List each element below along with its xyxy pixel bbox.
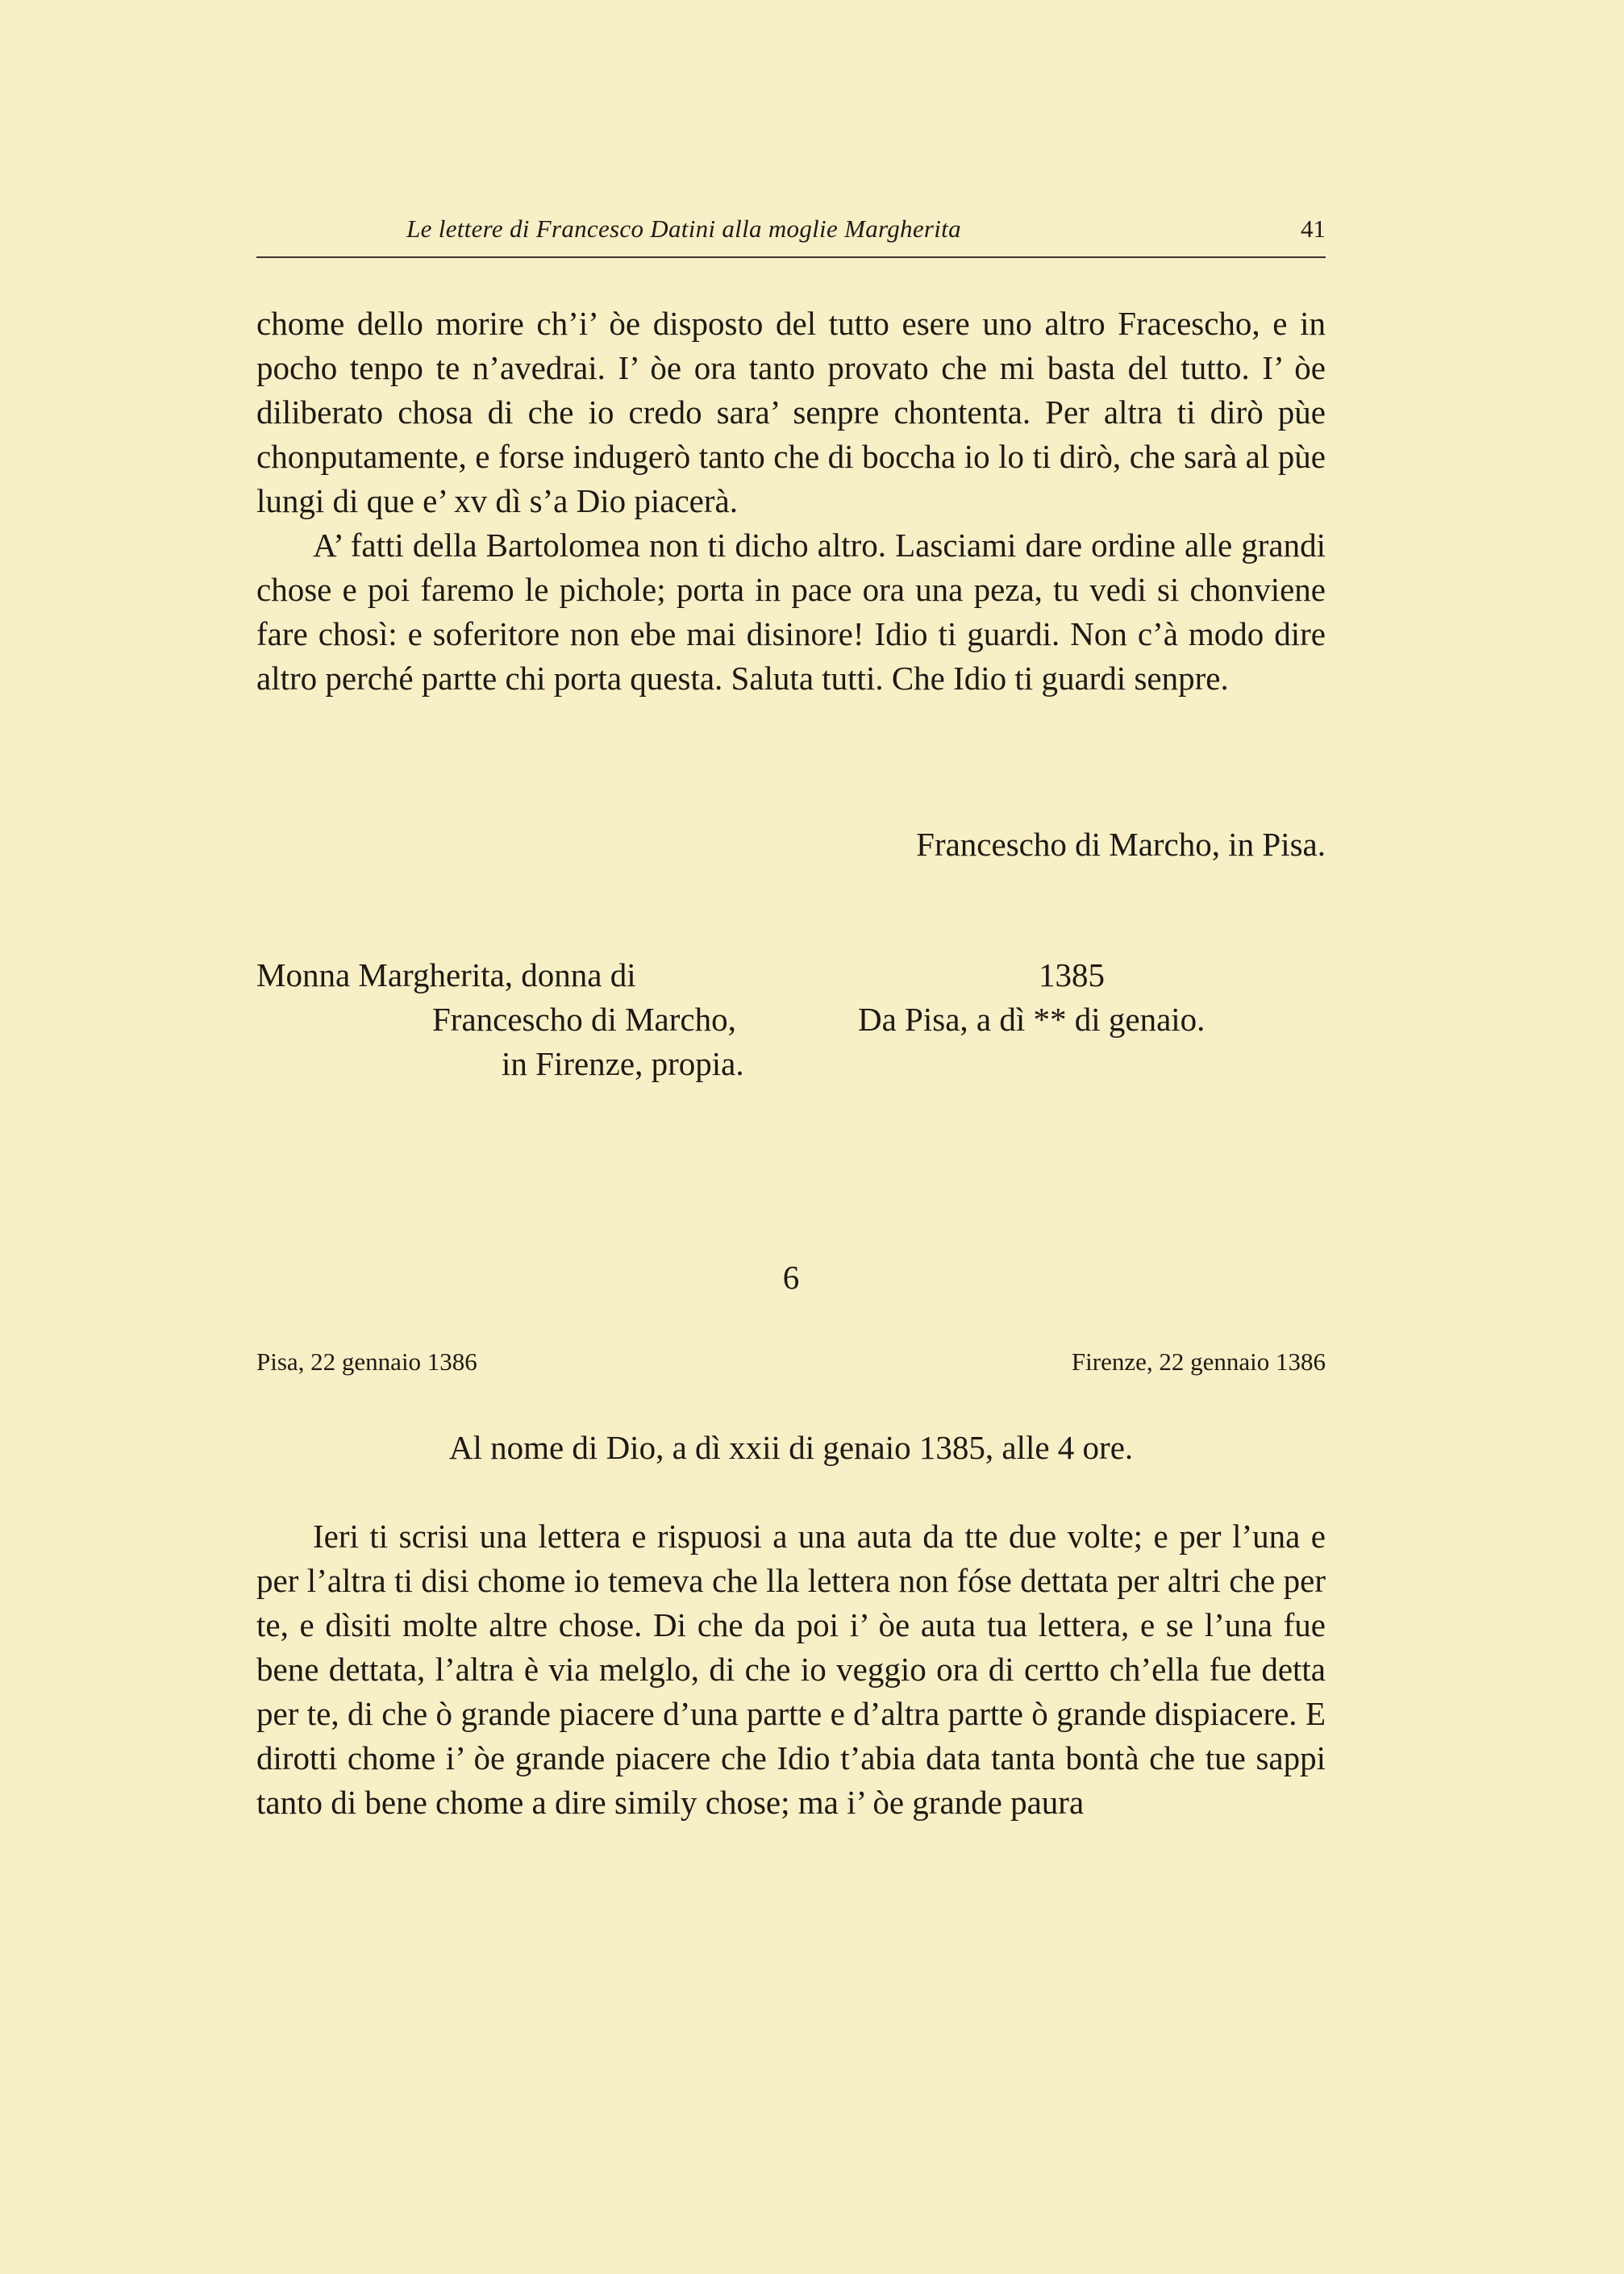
date-left: Pisa, 22 gennaio 1386 bbox=[256, 1347, 477, 1376]
letter5-signature: Francescho di Marcho, in Pisa. bbox=[916, 826, 1326, 863]
letter6-body bbox=[256, 1514, 1326, 1825]
letter6-salutation: Al nome di Dio, a dì xxii di genaio 1385, alle 4 ore. bbox=[448, 1429, 1134, 1466]
docket-place-date: Da Pisa, a dì ** di genaio. bbox=[858, 1001, 1206, 1038]
running-title: Le lettere di Francesco Datini alla moglie Margherita bbox=[406, 214, 961, 243]
running-header bbox=[256, 214, 1326, 258]
address-line-1: Monna Margherita, donna di bbox=[256, 956, 636, 993]
docket-year: 1385 bbox=[1039, 956, 1105, 993]
page-number: 41 bbox=[1301, 214, 1326, 243]
document-page bbox=[256, 0, 1326, 2274]
address-line-2: Francescho di Marcho, bbox=[432, 1001, 736, 1038]
letter5-paragraph-2: A’ fatti della Bartolomea non ti dicho altro. Lasciami dare ordine alle grandi chose e poi faremo le pichole; porta in pace ora una peza, tu vedi si chonviene fare chosì: e soferitore non ebe mai disinore! Idio ti guardi. Non c’à modo dire altro perché partte chi porta questa. Saluta tutti. Che Idio ti guardi senpre. bbox=[256, 527, 1326, 697]
letter5-body bbox=[256, 302, 1326, 701]
date-right: Firenze, 22 gennaio 1386 bbox=[1071, 1347, 1326, 1376]
letter5-paragraph-1: chome dello morire ch’i’ òe disposto del tutto esere uno altro Fraceschо, e in pocho tenpo te n’avedrai. I’ òe ora tanto provato che mi basta del tutto. I’ òe diliberato chosa di che io credo sara’ senpre chontenta. Per altra ti dirò pùe chonputamente, e forse indugerò tanto che di boccha io lo ti dirò, che sarà al pùe lungi di que e’ xv dì s’a Dio piacerà. bbox=[256, 305, 1326, 519]
address-line-3: in Firenze, propia. bbox=[502, 1045, 744, 1082]
letter-number: 6 bbox=[782, 1259, 800, 1296]
letter6-paragraph-1: Ieri ti scrisi una lettera e rispuosi a una auta da tte due volte; e per l’una e per l’altra ti disi chome io temeva che lla lettera non fóse dettata per altri che per te, e dìsiti molte altre chose. Di che da poi i’ òe auta tua lettera, e se l’una fue bene dettata, l’altra è via melglo, di che io veggio ora di certto ch’ella fue detta per te, di che ò grande piacere d’una partte e d’altra partte ò grande dispiacere. E dirotti chome i’ òe grande piacere che Idio t’abia data tanta bontà che tue sappi tanto di bene chome a dire simily chose; ma i’ òe grande paura bbox=[256, 1518, 1326, 1821]
